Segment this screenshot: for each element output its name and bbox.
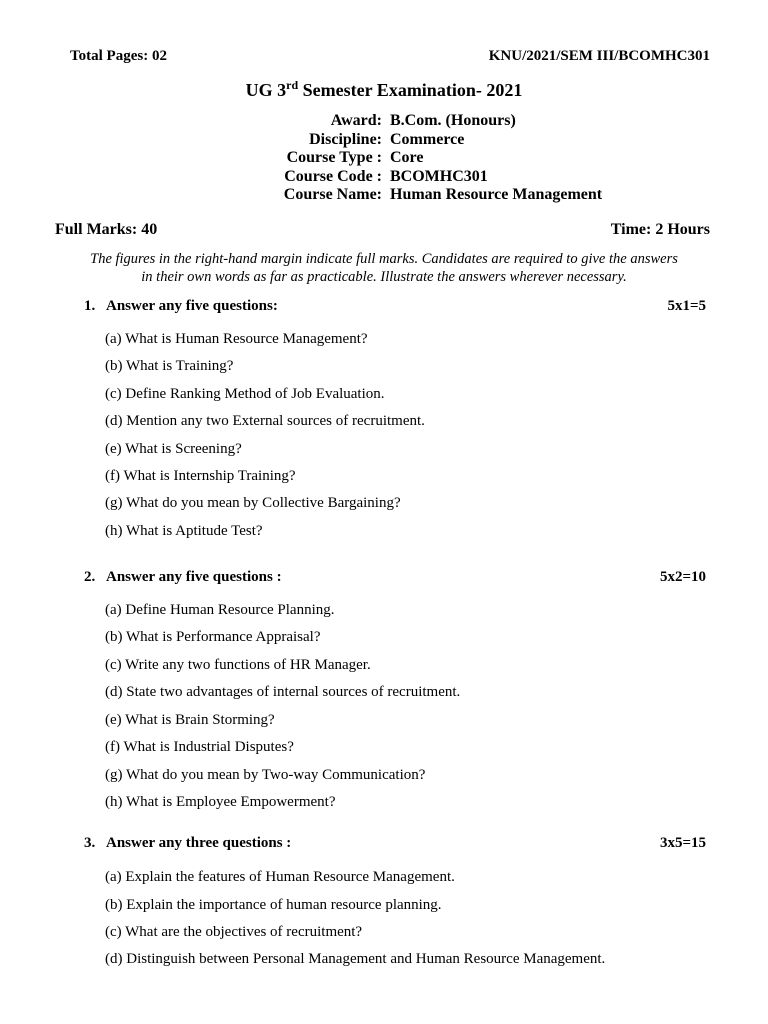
question-item: (c) What are the objectives of recruitment? bbox=[105, 924, 363, 940]
total-pages: Total Pages: 02 bbox=[70, 48, 167, 64]
course-code-value: BCOMHC301 bbox=[390, 167, 488, 185]
course-name-value: Human Resource Management bbox=[390, 186, 603, 203]
course-code-label: Course Code : bbox=[284, 167, 382, 185]
instructions bbox=[52, 250, 716, 286]
page-header bbox=[70, 48, 710, 68]
question-1-heading bbox=[84, 298, 706, 318]
award-row bbox=[0, 112, 768, 131]
question-item: (d) Mention any two External sources of recruitment. bbox=[105, 413, 425, 429]
instructions-line-1: The figures in the right-hand margin indicate full marks. Candidates are required to give the answers bbox=[90, 251, 678, 267]
question-item: (a) Explain the features of Human Resource Management. bbox=[105, 869, 455, 885]
instructions-line-2: in their own words as far as practicable. Illustrate the answers wherever necessary. bbox=[141, 269, 627, 285]
course-type-row bbox=[0, 149, 768, 168]
paper-code: KNU/2021/SEM III/BCOMHC301 bbox=[488, 48, 710, 64]
exam-time: Time: 2 Hours bbox=[610, 221, 710, 238]
question-item: (h) What is Employee Empowerment? bbox=[105, 794, 336, 810]
question-instruction: Answer any five questions: bbox=[106, 298, 278, 314]
course-type-value: Core bbox=[390, 149, 424, 166]
question-item: (f) What is Internship Training? bbox=[105, 468, 296, 484]
full-marks: Full Marks: 40 bbox=[55, 221, 158, 238]
course-name-label: Course Name: bbox=[283, 186, 382, 203]
question-item: (b) Explain the importance of human resource planning. bbox=[105, 897, 442, 913]
course-name-row bbox=[0, 186, 768, 205]
question-instruction: Answer any five questions : bbox=[106, 569, 282, 585]
exam-title-suffix: Semester Examination- 2021 bbox=[298, 80, 523, 100]
exam-title-superscript: rd bbox=[286, 78, 299, 92]
course-code-row bbox=[0, 168, 768, 187]
question-item: (c) Write any two functions of HR Manager. bbox=[105, 657, 371, 673]
course-type-label: Course Type : bbox=[286, 149, 382, 166]
exam-title-prefix: UG 3 bbox=[245, 80, 287, 100]
question-2-heading bbox=[84, 569, 706, 589]
question-number: 3. bbox=[84, 835, 96, 851]
question-item: (a) What is Human Resource Management? bbox=[105, 331, 368, 347]
question-marks: 5x1=5 bbox=[667, 298, 706, 314]
question-number: 2. bbox=[84, 569, 96, 585]
question-item: (g) What do you mean by Collective Bargaining? bbox=[105, 495, 401, 511]
discipline-label: Discipline: bbox=[309, 130, 382, 148]
question-instruction: Answer any three questions : bbox=[106, 835, 292, 851]
question-item: (h) What is Aptitude Test? bbox=[105, 523, 263, 539]
question-item: (c) Define Ranking Method of Job Evaluation. bbox=[105, 386, 385, 402]
question-marks: 3x5=15 bbox=[659, 835, 706, 851]
award-value: B.Com. (Honours) bbox=[390, 112, 516, 129]
question-item: (e) What is Brain Storming? bbox=[105, 712, 275, 728]
discipline-row bbox=[0, 131, 768, 150]
question-3-heading bbox=[84, 835, 706, 855]
question-item: (b) What is Performance Appraisal? bbox=[105, 629, 321, 645]
question-item: (b) What is Training? bbox=[105, 358, 234, 374]
question-marks: 5x2=10 bbox=[659, 569, 706, 585]
discipline-value: Commerce bbox=[390, 130, 465, 148]
marks-time-row bbox=[55, 221, 710, 241]
question-item: (g) What do you mean by Two-way Communication? bbox=[105, 767, 426, 783]
question-item: (d) State two advantages of internal sources of recruitment. bbox=[105, 684, 461, 700]
question-item: (d) Distinguish between Personal Management and Human Resource Management. bbox=[105, 951, 606, 967]
question-number: 1. bbox=[84, 298, 96, 314]
exam-title bbox=[0, 78, 768, 101]
question-item: (f) What is Industrial Disputes? bbox=[105, 739, 294, 755]
course-details bbox=[0, 112, 768, 205]
award-label: Award: bbox=[330, 112, 382, 129]
question-item: (a) Define Human Resource Planning. bbox=[105, 602, 335, 618]
question-item: (e) What is Screening? bbox=[105, 441, 242, 457]
